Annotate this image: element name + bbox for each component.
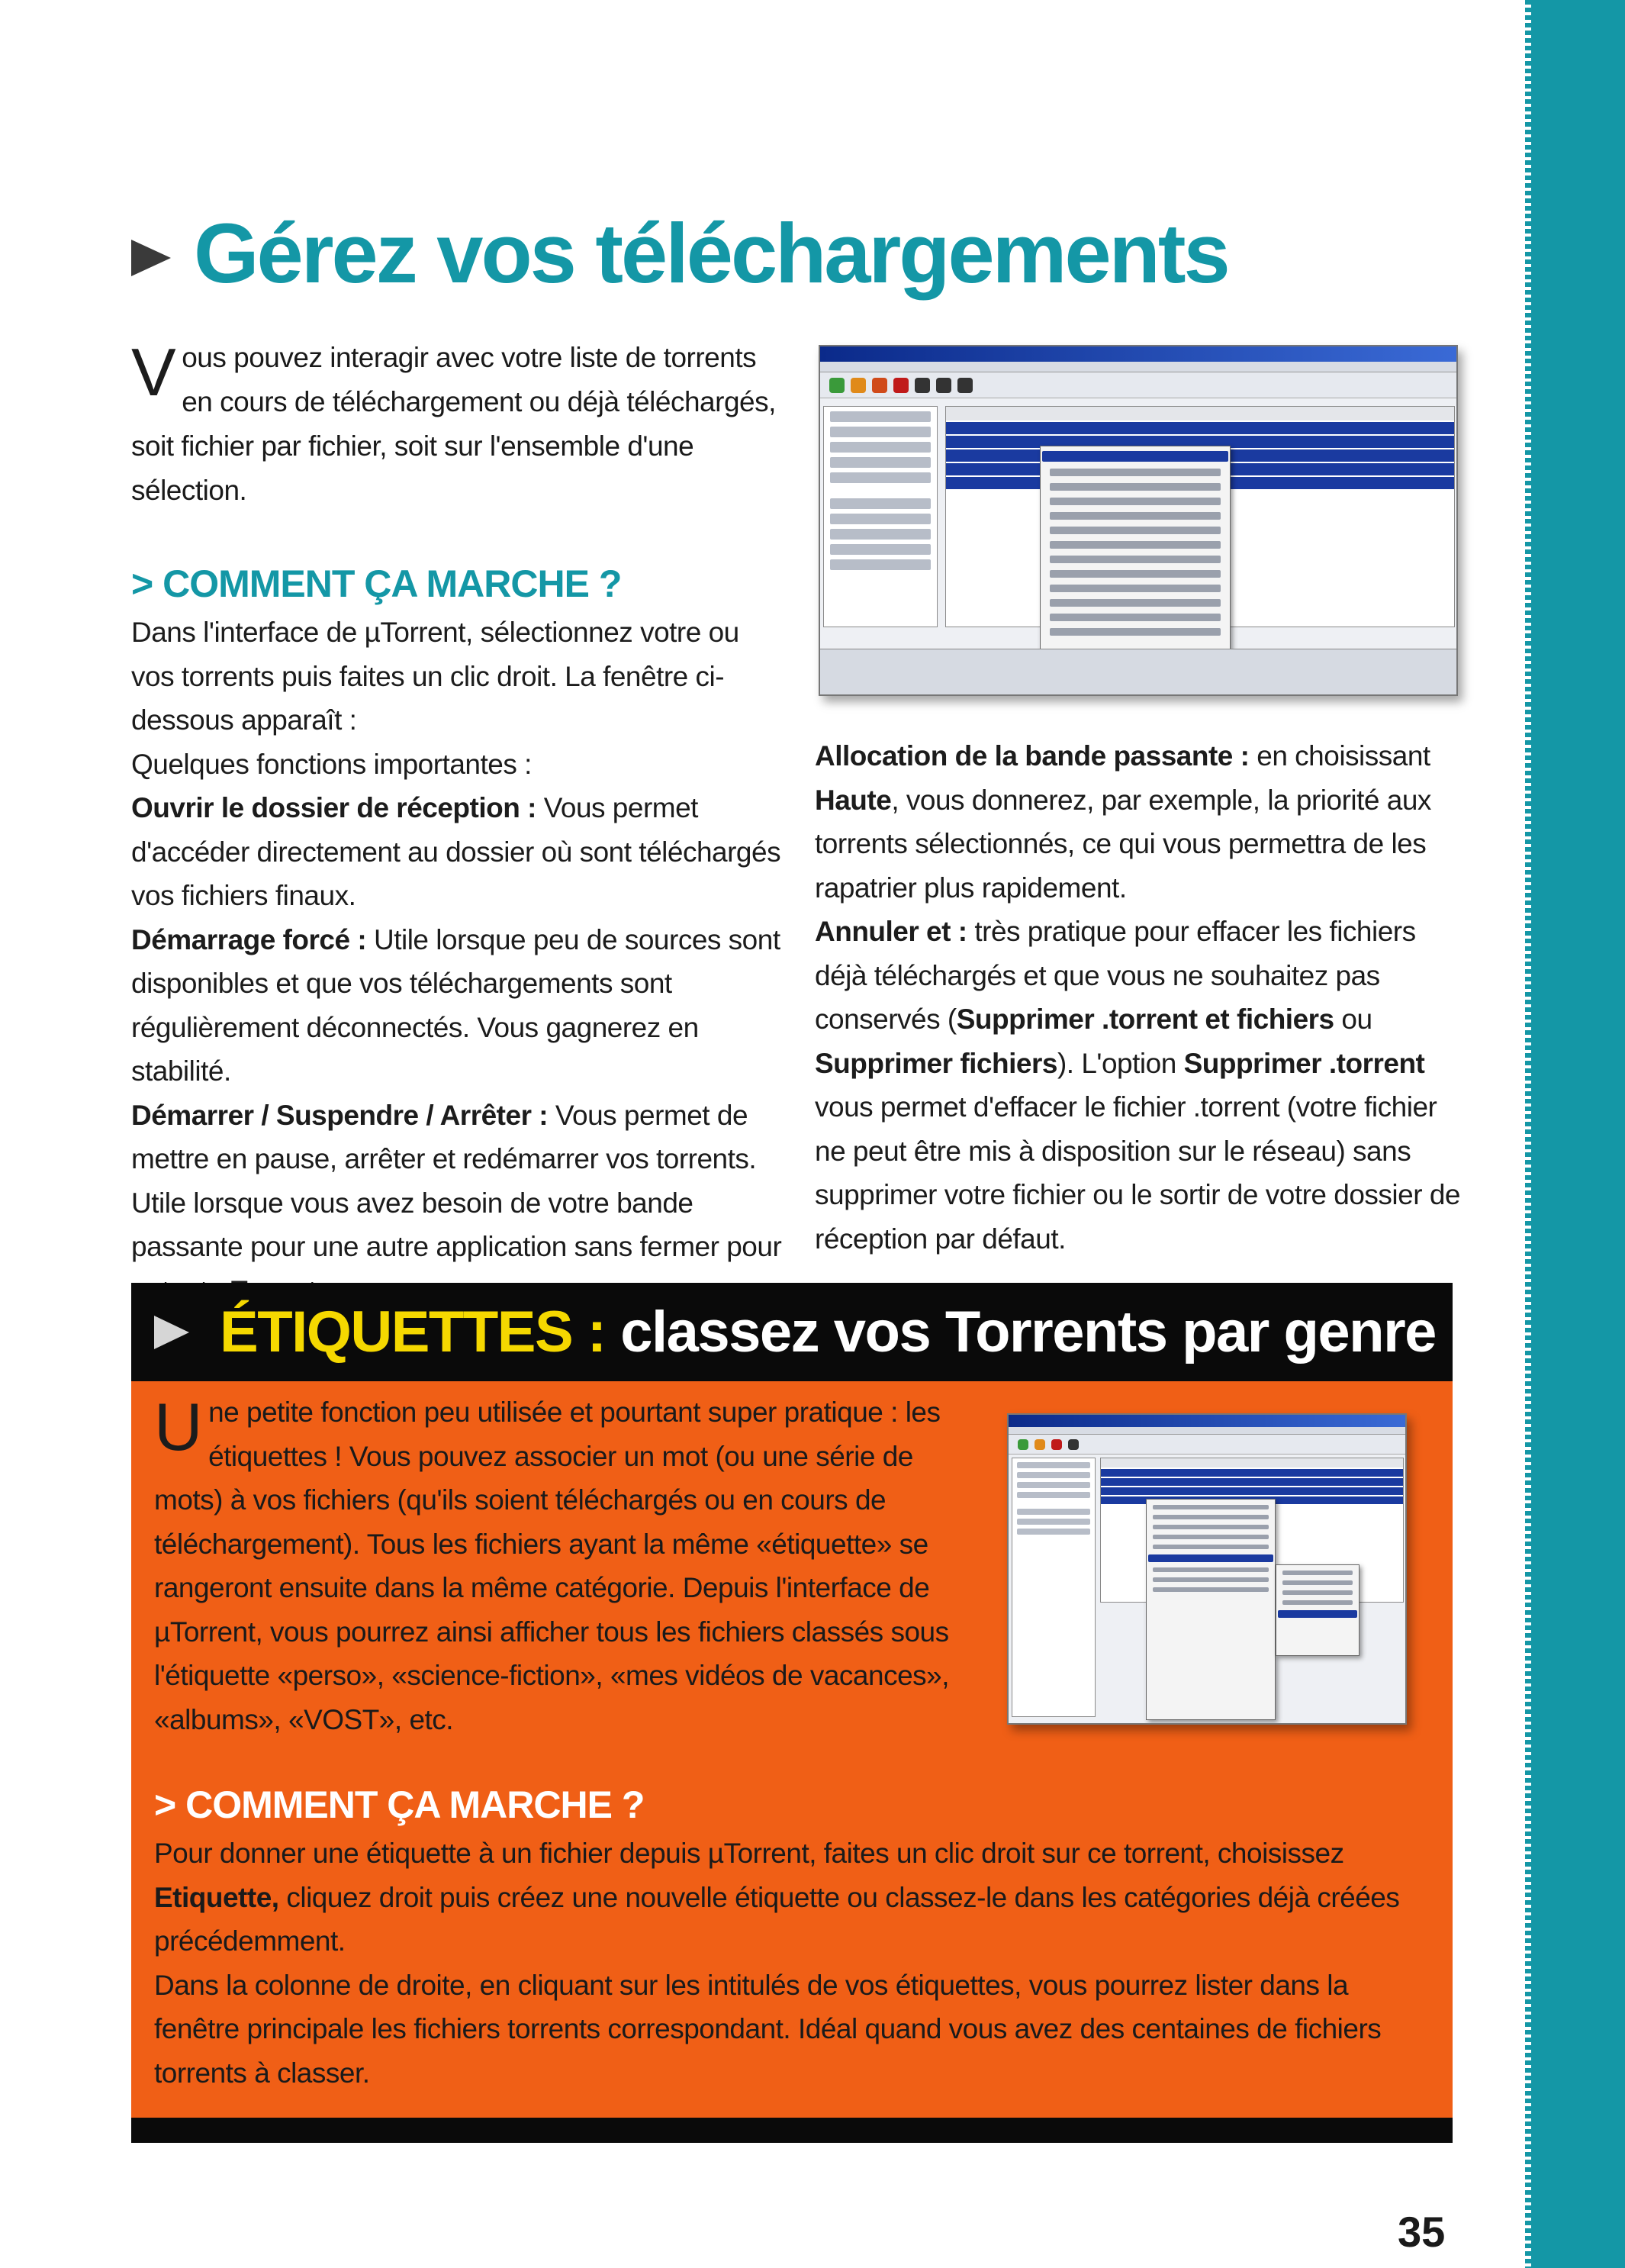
intro-dropcap: V (131, 334, 176, 410)
f4-text-a: en choisissant (1249, 740, 1430, 772)
section1-f2 (131, 918, 787, 1094)
screenshot-toolbar (820, 372, 1456, 398)
f5-text-c: ). L'option (1057, 1047, 1184, 1079)
f1-label: Ouvrir le dossier de réception : (131, 792, 536, 823)
screenshot2-titlebar (1009, 1415, 1405, 1427)
f5-bold1: Supprimer .torrent et fichiers (956, 1004, 1334, 1035)
f5-text-b: ou (1334, 1004, 1372, 1035)
f5-bold2: Supprimer fichiers (815, 1047, 1057, 1079)
etiquettes-intro-text: ne petite fonction peu utilisée et pourtant super pratique : les étiquettes ! Vous pouvez associer un mot (ou une série de mots) à vos fichiers (qu'ils soient téléchargés ou en cours de téléchargement). Tous les fichiers ayant la même «étiquette» se rangeront ensuite dans la même catégorie. Depuis l'interface de µTorrent, vous pourrez ainsi afficher tous les fichiers classés sous l'étiquette «perso», «science-fiction», «mes vidéos de vacances», «albums», «VOST», etc. (154, 1397, 950, 1735)
intro-paragraph (131, 336, 787, 513)
etiquettes-p1-a: Pour donner une étiquette à un fichier depuis µTorrent, faites un clic droit sur ce torrent, choisissez (154, 1838, 1344, 1869)
utorrent-screenshot-2 (1007, 1413, 1407, 1725)
f5-text-a: très pratique pour effacer les fichiers déjà téléchargés et que vous ne souhaitez pas conservés ( (815, 916, 1416, 1035)
page-title-block (131, 205, 1228, 304)
etiquettes-heading: > COMMENT ÇA MARCHE ? (154, 1783, 645, 1826)
right-column (815, 734, 1463, 1261)
f2-label: Démarrage forcé : (131, 923, 367, 955)
etiquettes-p1-bold: Etiquette, (154, 1881, 279, 1913)
f4-text-b: , vous donnerez, par exemple, la priorité aux torrents sélectionnés, ce qui vous permettra de les rapatrier plus rapidement. (815, 784, 1431, 904)
f4-label: Allocation de la bande passante : (815, 740, 1250, 772)
page-number: 35 (1398, 2208, 1446, 2256)
etiquettes-title-white: classez vos Torrents par genre (605, 1300, 1436, 1364)
right-f5 (815, 910, 1463, 1261)
section1-p2: Quelques fonctions importantes : (131, 748, 532, 780)
utorrent-screenshot-1 (819, 345, 1458, 696)
left-column (131, 557, 787, 1313)
side-color-band (1530, 0, 1625, 2268)
f3-text: Vous permet de mettre en pause, arrêter et redémarrer vos torrents. Utile lorsque vous avez besoin de votre bande passante pour une autre application sans fermer pour (131, 1099, 782, 1262)
f5-text-d: vous permet d'effacer le fichier .torrent (votre fichier ne peut être mis à disposition sur le réseau) sans supprimer votre fichier ou le sortir de votre dossier de réception par défaut. (815, 1091, 1460, 1255)
f2-text: Utile lorsque peu de sources sont disponibles et que vos téléchargements sont régulièrement déconnectés. Vous gagnerez en stabilité. (131, 923, 780, 1087)
f3-label: Démarrer / Suspendre / Arrêter : (131, 1099, 549, 1131)
section1-f1 (131, 786, 787, 918)
etiquettes-p1-b: cliquez droit puis créez une nouvelle étiquette ou classez-le dans les catégories déjà créées précédemment. (154, 1881, 1400, 1957)
etiquettes-title-yellow: ÉTIQUETTES : (220, 1300, 606, 1364)
screenshot2-menubar (1009, 1427, 1405, 1435)
screenshot2-context-menu (1146, 1499, 1276, 1720)
section1-p1: Dans l'interface de µTorrent, sélectionnez votre ou vos torrents puis faites un clic droit. La fenêtre ci-dessous apparaît : (131, 617, 739, 736)
f5-bold3: Supprimer .torrent (1183, 1047, 1425, 1079)
etiquettes-p1 (154, 1831, 1436, 1964)
etiquettes-intro (154, 1390, 978, 1741)
section1-f3 (131, 1094, 787, 1313)
f5-label: Annuler et : (815, 916, 967, 947)
etiquettes-howto (154, 1778, 1436, 2095)
f4-bold: Haute (815, 784, 892, 816)
f1-text: Vous permet d'accéder directement au dossier où sont téléchargés vos fichiers finaux. (131, 792, 781, 911)
section1-heading: > COMMENT ÇA MARCHE ? (131, 562, 622, 605)
banner-arrow-icon (154, 1316, 189, 1349)
screenshot-sidebar (823, 406, 938, 627)
etiquettes-p2: Dans la colonne de droite, en cliquant sur les intitulés de vos étiquettes, vous pourrez lister dans la fenêtre principale les fichiers torrents correspondant. Idéal quand vous avez des centaines de fichiers torrents à classer. (154, 1969, 1382, 2089)
etiquettes-box-footer (131, 2118, 1453, 2143)
etiquettes-dropcap: U (154, 1389, 203, 1464)
etiquettes-banner (131, 1283, 1453, 1381)
screenshot2-label-submenu (1276, 1564, 1360, 1656)
screenshot-menubar (820, 362, 1456, 372)
page-title: Gérez vos téléchargements (194, 207, 1228, 301)
screenshot2-toolbar (1009, 1435, 1405, 1455)
intro-text: ous pouvez interagir avec votre liste de torrents en cours de téléchargement ou déjà téléchargés, soit fichier par fichier, soit sur l'ensemble d'une sélection. (131, 342, 776, 506)
screenshot-titlebar (820, 346, 1456, 362)
title-arrow-icon (131, 240, 171, 276)
screenshot2-sidebar (1012, 1458, 1096, 1717)
right-f4 (815, 734, 1463, 910)
etiquettes-title (220, 1299, 1436, 1365)
screenshot-statusbar (820, 649, 1456, 694)
